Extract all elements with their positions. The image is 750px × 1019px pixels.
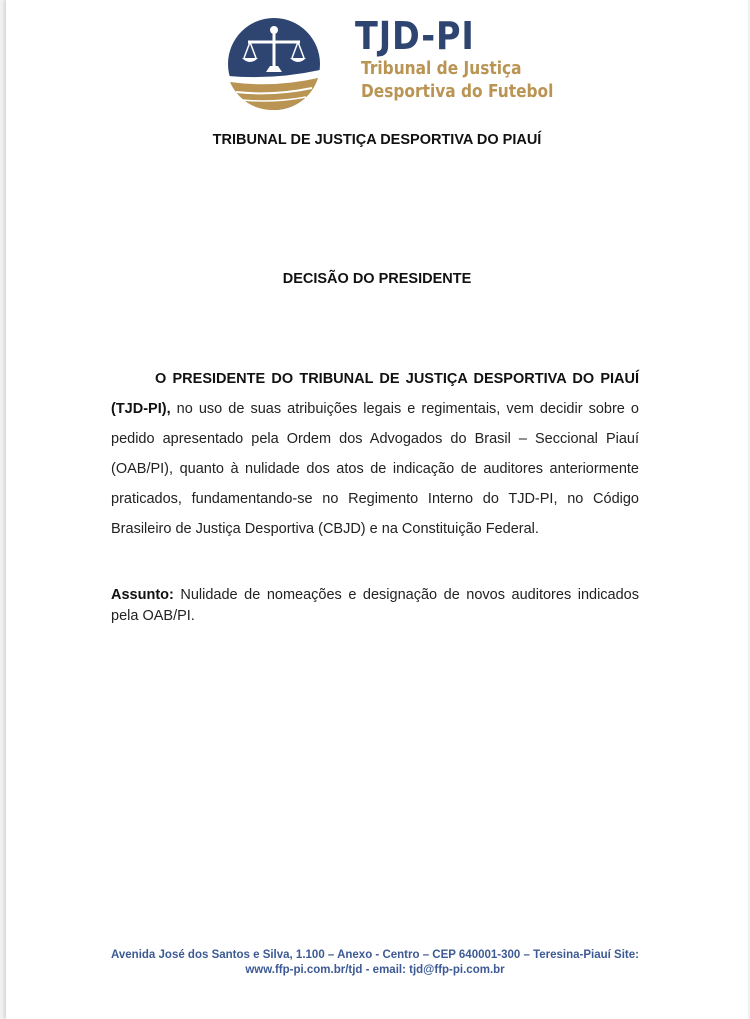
organization-title: TRIBUNAL DE JUSTIÇA DESPORTIVA DO PIAUÍ (212, 132, 542, 148)
logo-abbreviation: TJD-PI (355, 14, 475, 58)
decision-title: DECISÃO DO PRESIDENTE (282, 271, 472, 287)
intro-paragraph (111, 364, 639, 544)
tribunal-logo-emblem (226, 18, 322, 110)
scales-of-justice-icon (226, 18, 322, 110)
subject-text: Nulidade de nomeações e designação de novos auditores indicados pela OAB/PI. (111, 587, 639, 624)
logo-line-2: Desportiva do Futebol (361, 82, 554, 102)
tribunal-logo-text (355, 14, 580, 104)
subject-label: Assunto: (111, 587, 174, 603)
intro-bold-text: O PRESIDENTE DO TRIBUNAL DE JUSTIÇA DESPORTIVA DO PIAUÍ (TJD-PI), (111, 371, 639, 417)
logo-line-1: Tribunal de Justiça (361, 59, 522, 79)
footer-address: Avenida José dos Santos e Silva, 1.100 – Anexo - Centro – CEP 640001-300 – Teresina-Piauí Site: www.ffp-pi.com.br/tjd - email: tjd@ffp-pi.com.br (111, 949, 639, 976)
document-page (6, 0, 748, 1019)
intro-body-text: no uso de suas atribuições legais e regimentais, vem decidir sobre o pedido apresentado pela Ordem dos Advogados do Brasil – Seccional Piauí (OAB/PI), quanto à nulidade dos atos de indicação de auditores anteriormente praticados, fundamentando-se no Regimento Interno do TJD-PI, no Código Brasileiro de Justiça Desportiva (CBJD) e na Constituição Federal. (111, 401, 639, 537)
subject-paragraph (111, 585, 639, 627)
